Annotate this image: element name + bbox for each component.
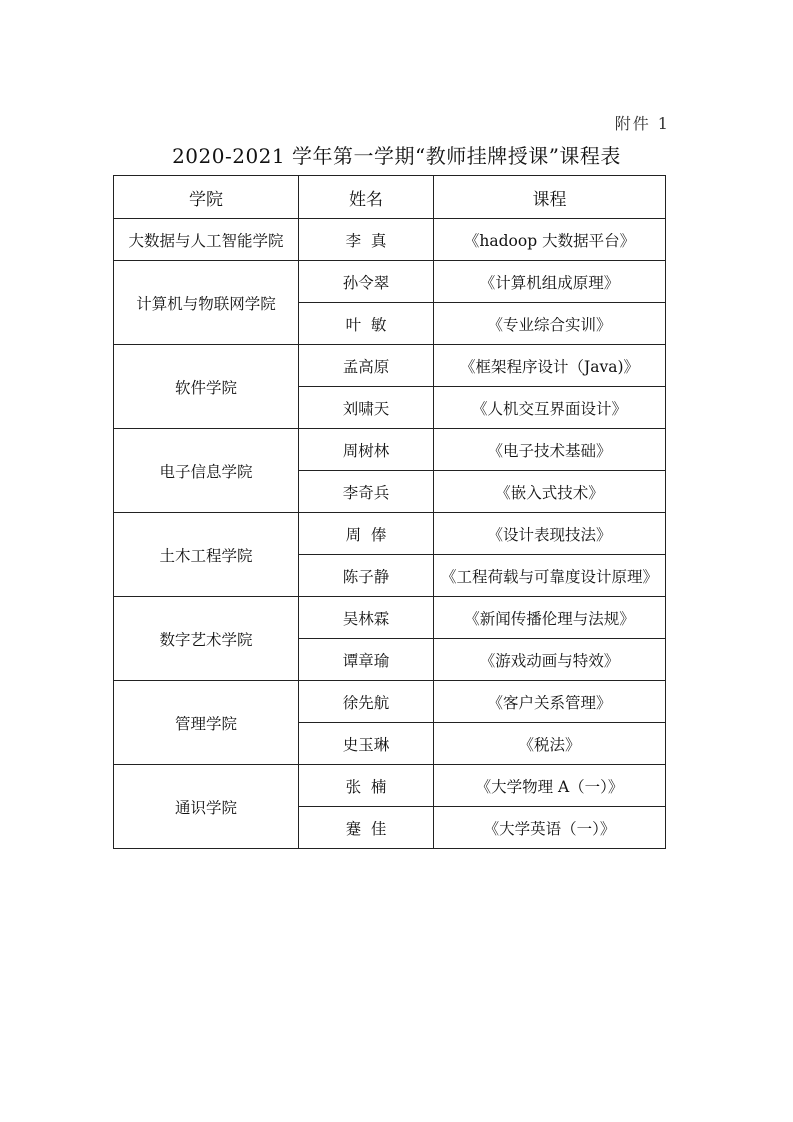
college-cell: 大数据与人工智能学院 (114, 219, 299, 261)
column-header-name: 姓名 (299, 176, 434, 219)
course-cell: 《税法》 (434, 723, 666, 765)
table-row (114, 765, 666, 807)
teacher-cell: 叶 敏 (299, 303, 434, 345)
column-header-course: 课程 (434, 176, 666, 219)
teacher-cell: 谭章瑜 (299, 639, 434, 681)
table-row (114, 261, 666, 303)
course-schedule-table (113, 175, 666, 849)
course-cell: 《大学英语（一）》 (434, 807, 666, 849)
teacher-cell: 徐先航 (299, 681, 434, 723)
course-cell: 《设计表现技法》 (434, 513, 666, 555)
teacher-cell: 吴林霖 (299, 597, 434, 639)
course-cell: 《hadoop 大数据平台》 (434, 219, 666, 261)
course-cell: 《嵌入式技术》 (434, 471, 666, 513)
course-cell: 《工程荷载与可靠度设计原理》 (434, 555, 666, 597)
course-cell: 《客户关系管理》 (434, 681, 666, 723)
college-cell: 土木工程学院 (114, 513, 299, 597)
table-row (114, 597, 666, 639)
page-title: 2020-2021 学年第一学期“教师挂牌授课”课程表 (172, 144, 621, 168)
course-cell: 《电子技术基础》 (434, 429, 666, 471)
course-cell: 《新闻传播伦理与法规》 (434, 597, 666, 639)
course-cell: 《计算机组成原理》 (434, 261, 666, 303)
college-cell: 数字艺术学院 (114, 597, 299, 681)
table-row (114, 219, 666, 261)
course-cell: 《框架程序设计（Java)》 (434, 345, 666, 387)
table-row (114, 429, 666, 471)
course-cell: 《游戏动画与特效》 (434, 639, 666, 681)
teacher-cell: 李 真 (299, 219, 434, 261)
table-row (114, 345, 666, 387)
course-cell: 《专业综合实训》 (434, 303, 666, 345)
teacher-cell: 张 楠 (299, 765, 434, 807)
college-cell: 计算机与物联网学院 (114, 261, 299, 345)
teacher-cell: 陈子静 (299, 555, 434, 597)
course-cell: 《人机交互界面设计》 (434, 387, 666, 429)
course-cell: 《大学物理 A（一）》 (434, 765, 666, 807)
teacher-cell: 史玉琳 (299, 723, 434, 765)
teacher-cell: 李奇兵 (299, 471, 434, 513)
college-cell: 电子信息学院 (114, 429, 299, 513)
college-cell: 管理学院 (114, 681, 299, 765)
teacher-cell: 刘啸天 (299, 387, 434, 429)
college-cell: 通识学院 (114, 765, 299, 849)
teacher-cell: 周 俸 (299, 513, 434, 555)
attachment-label: 附件 1 (614, 114, 670, 133)
table-header-row (114, 176, 666, 219)
college-cell: 软件学院 (114, 345, 299, 429)
teacher-cell: 蹇 佳 (299, 807, 434, 849)
teacher-cell: 孙令翠 (299, 261, 434, 303)
teacher-cell: 孟高原 (299, 345, 434, 387)
teacher-cell: 周树林 (299, 429, 434, 471)
column-header-college: 学院 (114, 176, 299, 219)
table-row (114, 513, 666, 555)
table-row (114, 681, 666, 723)
table-body (114, 219, 666, 849)
